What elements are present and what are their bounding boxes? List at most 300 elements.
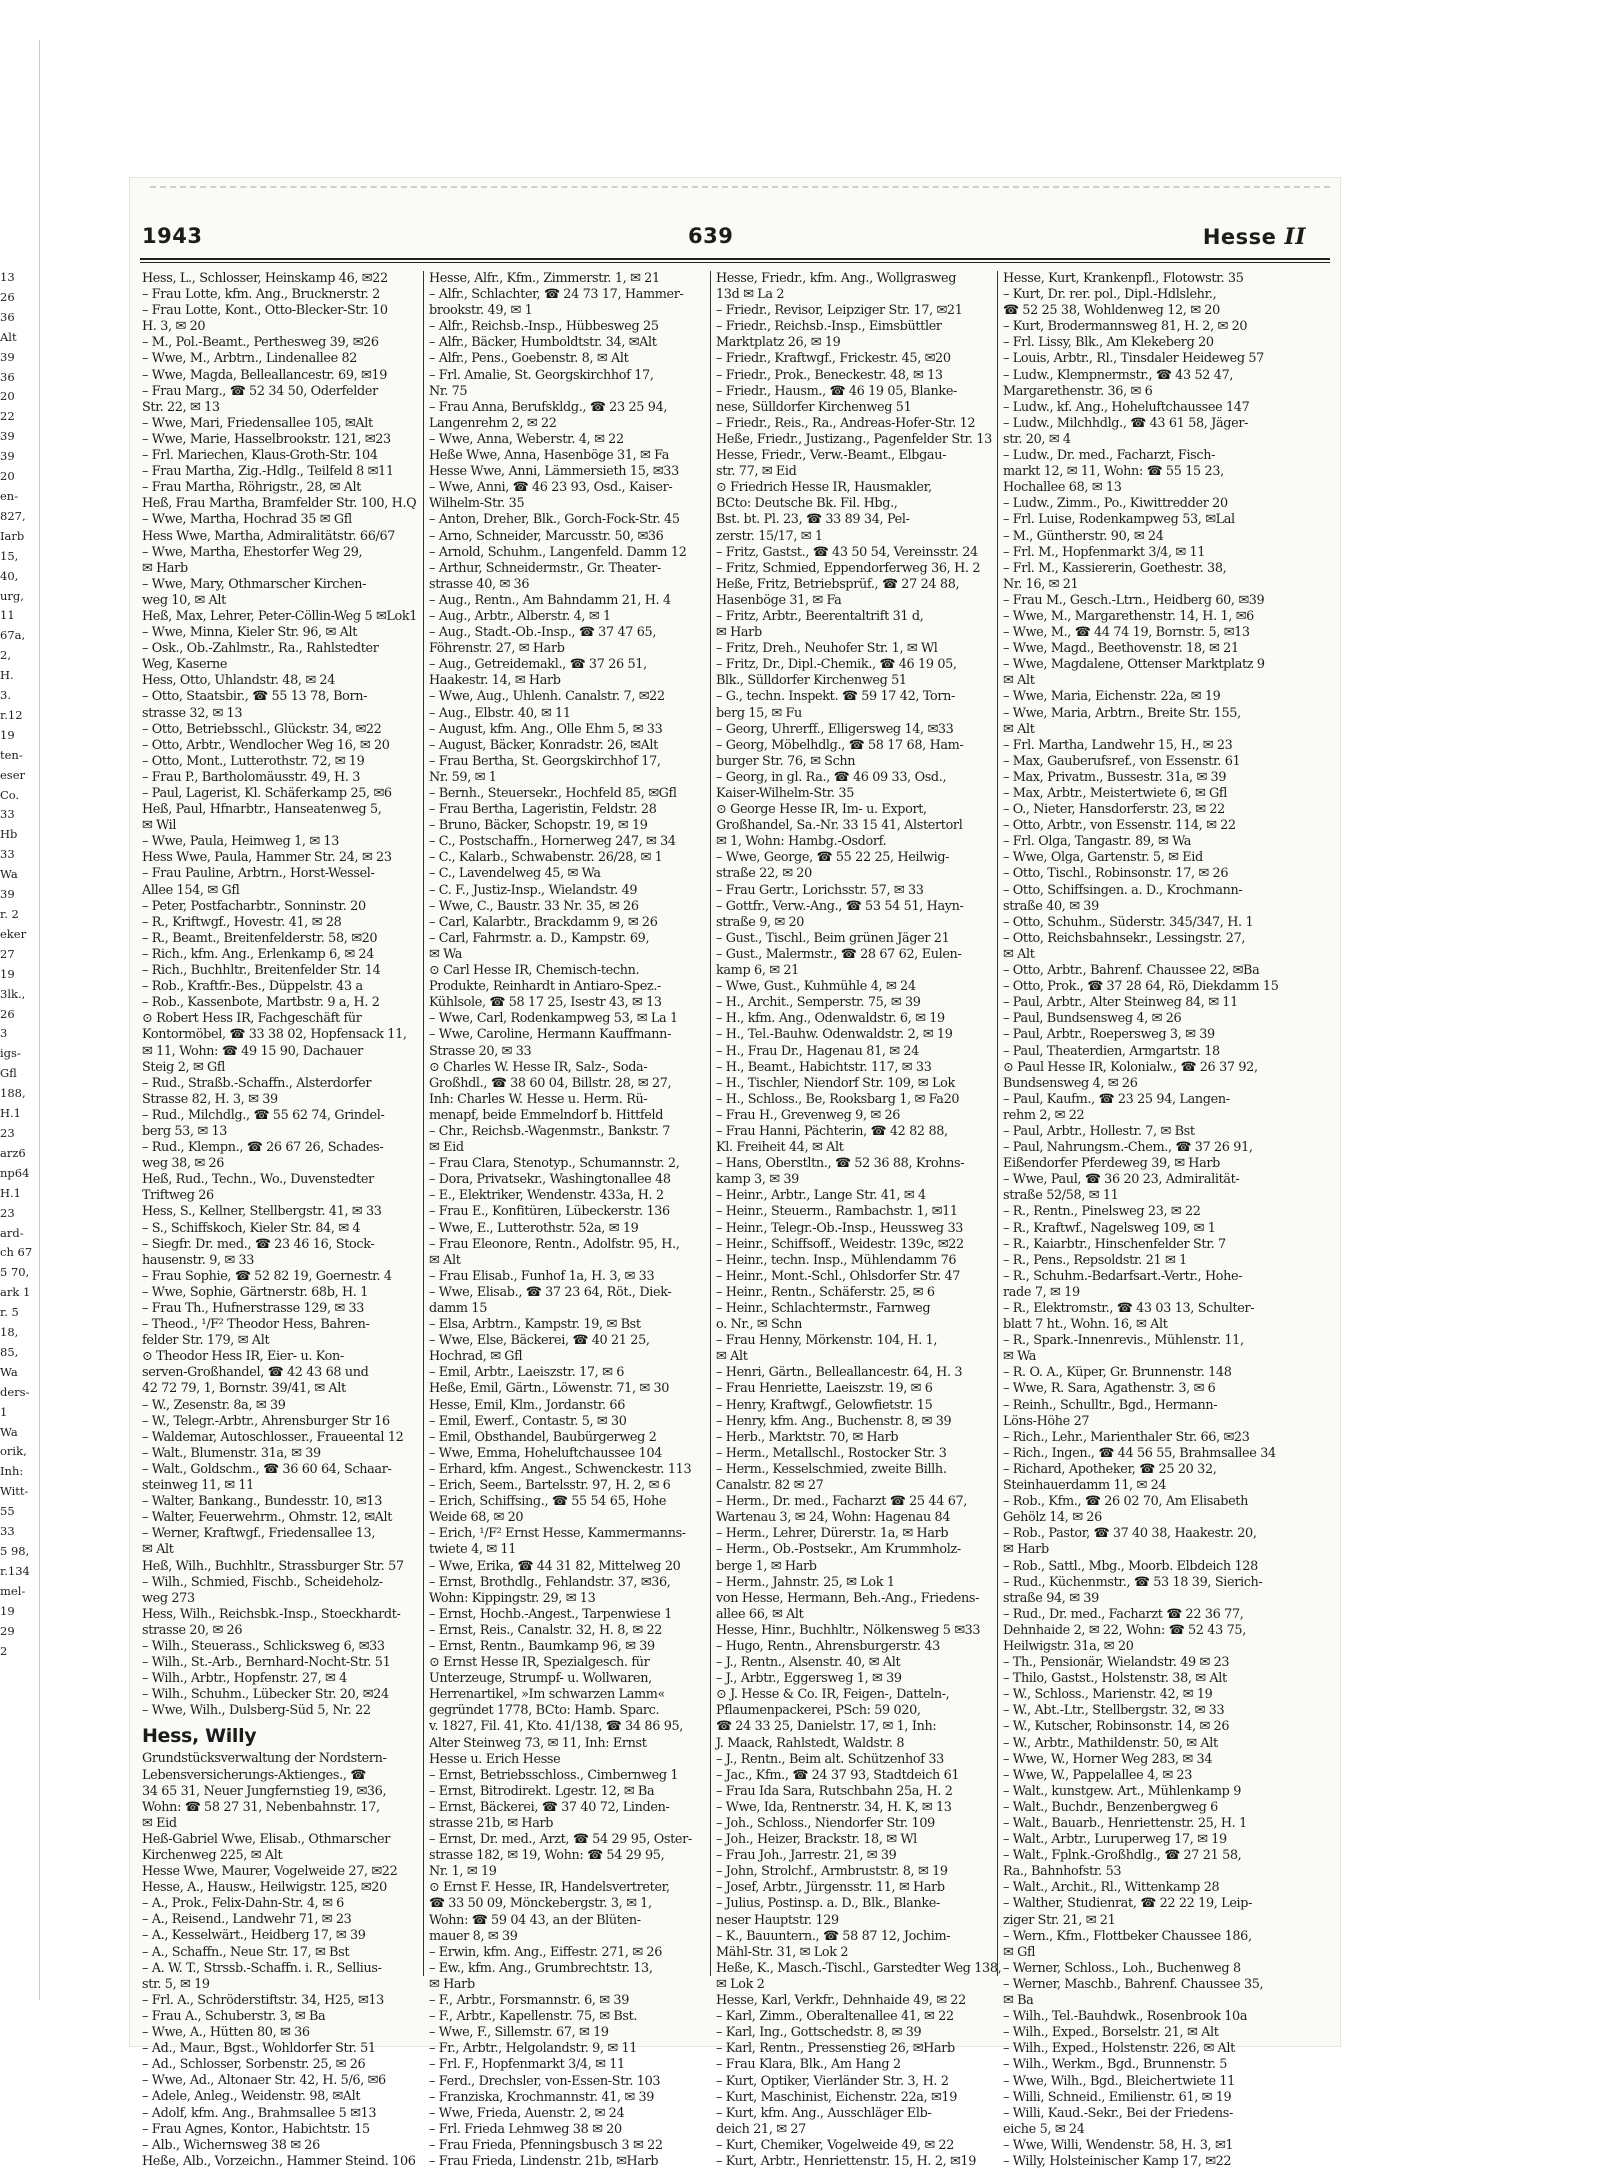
- directory-entry: ⊙ Ernst F. Hesse, IR, Handelsvertreter,: [429, 1880, 670, 1896]
- directory-entry: – Wwe, George, ☎ 55 22 25, Heilwig-: [716, 850, 950, 866]
- directory-entry: – Gust., Malermstr., ☎ 28 67 62, Eulen-: [716, 946, 962, 962]
- margin-fragment: Witt-: [0, 1484, 29, 1499]
- margin-fragment: eser: [0, 767, 26, 782]
- directory-entry: – Theod., ¹/F² Theodor Hess, Bahren-: [142, 1317, 370, 1333]
- directory-entry: – Carl, Fahrmstr. a. D., Kampstr. 69,: [429, 930, 650, 946]
- directory-entry: – Kurt, Optiker, Vierländer Str. 3, H. 2: [716, 2073, 949, 2089]
- directory-entry: Hesse, Alfr., Kfm., Zimmerstr. 1, ✉ 21: [429, 271, 660, 286]
- directory-entry: eiche 5, ✉ 24: [1003, 2121, 1085, 2137]
- directory-entry: Grundstücksverwaltung der Nordstern-: [142, 1751, 387, 1767]
- directory-entry: – Aug., Elbstr. 40, ✉ 11: [429, 705, 571, 721]
- directory-entry: steinweg 11, ✉ 11: [142, 1478, 254, 1494]
- directory-entry: – Heinr., Schiffsoff., Weidestr. 139c, ✉22: [716, 1236, 964, 1252]
- directory-entry: – Aug., Getreidemakl., ☎ 37 26 51,: [429, 657, 647, 673]
- directory-entry: – Wwe, Mary, Othmarscher Kirchen-: [142, 576, 367, 592]
- column-2: [429, 271, 706, 2169]
- margin-fragment: 23: [0, 1205, 15, 1220]
- directory-entry: – Fritz, Dr., Dipl.-Chemik., ☎ 46 19 05,: [716, 657, 957, 673]
- margin-fragment: 39: [0, 449, 15, 464]
- directory-entry: strasse 40, ✉ 36: [429, 576, 530, 592]
- directory-entry: Hochrad, ✉ Gfl: [429, 1349, 523, 1365]
- directory-entry: – Wwe, Anna, Weberstr. 4, ✉ 22: [429, 431, 624, 447]
- directory-entry: – Friedr., Reis., Ra., Andreas-Hofer-Str. 12: [716, 415, 976, 431]
- directory-entry: Heße, Fritz, Betriebsprüf., ☎ 27 24 88,: [716, 576, 960, 592]
- directory-entry: – Reinh., Schulltr., Bgd., Hermann-: [1003, 1397, 1218, 1413]
- directory-entry: – Alfr., Schlachter, ☎ 24 73 17, Hammer-: [429, 287, 684, 303]
- margin-fragment: 2: [0, 1643, 8, 1658]
- directory-entry: – Louis, Arbtr., Rl., Tinsdaler Heideweg 57: [1003, 351, 1264, 367]
- directory-entry: – Rob., Pastor, ☎ 37 40 38, Haakestr. 20,: [1003, 1526, 1257, 1542]
- directory-entry: – Kurt, Maschinist, Eichenstr. 22a, ✉19: [716, 2089, 957, 2105]
- directory-entry: ✉ Alt: [1003, 721, 1035, 737]
- directory-entry: – Adolf, kfm. Ang., Brahmsallee 5 ✉13: [142, 2105, 377, 2121]
- directory-entry: – Max, Arbtr., Meistertwiete 6, ✉ Gfl: [1003, 786, 1228, 801]
- directory-entry: Ra., Bahnhofstr. 53: [1003, 1864, 1122, 1880]
- margin-fragment: H.1: [0, 1185, 22, 1200]
- directory-entry: – Frau Frieda, Lindenstr. 21b, ✉Harb: [429, 2153, 659, 2169]
- directory-entry: – Willy, Holsteinischer Kamp 17, ✉22: [1003, 2153, 1232, 2169]
- margin-fragment: 22: [0, 409, 15, 424]
- directory-entry: – Otto, Mont., Lutterothstr. 72, ✉ 19: [142, 753, 365, 769]
- directory-entry: str. 77, ✉ Eid: [716, 464, 797, 480]
- column-divider: [997, 271, 998, 1976]
- directory-entry: Heße, K., Masch.-Tischl., Garstedter Weg 138,: [716, 1960, 1002, 1976]
- directory-entry: – Wwe, W., Pappelallee 4, ✉ 23: [1003, 1767, 1192, 1783]
- directory-entry: – H., Frau Dr., Hagenau 81, ✉ 24: [716, 1043, 919, 1059]
- directory-entry: Nr. 16, ✉ 21: [1003, 576, 1079, 592]
- directory-entry: ⊙ Ernst Hesse IR, Spezialgesch. für: [429, 1655, 650, 1671]
- directory-entry: – Heinr., Mont.-Schl., Ohlsdorfer Str. 47: [716, 1268, 961, 1284]
- directory-entry: – Henri, Gärtn., Belleallancestr. 64, H. 3: [716, 1365, 963, 1381]
- directory-entry: ✉ Alt: [1003, 673, 1035, 689]
- directory-entry: – Wwe, Minna, Kieler Str. 96, ✉ Alt: [142, 625, 357, 641]
- directory-entry: – H., Archit., Semperstr. 75, ✉ 39: [716, 995, 921, 1011]
- margin-fragment: Inh:: [0, 1464, 24, 1479]
- directory-entry: J. Maack, Rahlstedt, Waldstr. 8: [716, 1735, 905, 1751]
- margin-fragment: Iarb: [0, 528, 25, 543]
- directory-entry: – Herm., Dr. med., Facharzt ☎ 25 44 67,: [716, 1494, 968, 1510]
- directory-entry: von Hesse, Hermann, Beh.-Ang., Friedens-: [716, 1590, 980, 1606]
- directory-entry: – Wwe, C., Baustr. 33 Nr. 35, ✉ 26: [429, 898, 639, 914]
- directory-entry: – Heinr., Rentn., Schäferstr. 25, ✉ 6: [716, 1284, 935, 1300]
- directory-entry: – Frau Martha, Röhrigstr., 28, ✉ Alt: [142, 480, 362, 496]
- directory-entry: nese, Sülldorfer Kirchenweg 51: [716, 399, 912, 415]
- directory-entry: – R. O. A., Küper, Gr. Brunnenstr. 148: [1003, 1365, 1232, 1381]
- directory-entry: – Ernst, Dr. med., Arzt, ☎ 54 29 95, Oster-: [429, 1832, 692, 1848]
- directory-entry: – Fritz, Dreh., Neuhofer Str. 1, ✉ Wl: [716, 641, 938, 657]
- margin-fragment: ch 67: [0, 1245, 33, 1260]
- directory-entry: ✉ Wa: [1003, 1349, 1037, 1365]
- directory-entry: ✉ Harb: [429, 1976, 475, 1992]
- margin-fragment: r. 2: [0, 907, 19, 921]
- directory-entry: – Frau Eleonore, Rentn., Adolfstr. 95, H.,: [429, 1236, 680, 1252]
- directory-entry: – Georg, in gl. Ra., ☎ 46 09 33, Osd.,: [716, 769, 947, 785]
- directory-entry: – Alfr., Pens., Goebenstr. 8, ✉ Alt: [429, 351, 629, 367]
- directory-entry: Heße, Friedr., Justizang., Pagenfelder Str. 13: [716, 431, 992, 447]
- margin-fragment: 5 70,: [0, 1265, 30, 1280]
- directory-entry: – August, kfm. Ang., Olle Ehm 5, ✉ 33: [429, 721, 663, 737]
- directory-entry: – Wwe, W., Horner Weg 283, ✉ 34: [1003, 1751, 1213, 1767]
- directory-entry: Eißendorfer Pferdeweg 39, ✉ Harb: [1003, 1156, 1221, 1172]
- directory-entry: – A., Prok., Felix-Dahn-Str. 4, ✉ 6: [142, 1896, 344, 1912]
- directory-entry: Wohn: ☎ 59 04 43, an der Blüten-: [429, 1912, 641, 1928]
- margin-fragment: 33: [0, 847, 15, 862]
- directory-entry: – Wilh., Tel.-Bauhdwk., Rosenbrook 10a: [1003, 2009, 1248, 2025]
- directory-entry: allee 66, ✉ Alt: [716, 1606, 804, 1622]
- directory-entry: Hasenböge 31, ✉ Fa: [716, 592, 842, 608]
- directory-entry: ✉ Alt: [142, 1542, 174, 1558]
- directory-entry: Hesse, Emil, Klm., Jordanstr. 66: [429, 1397, 626, 1413]
- margin-fragment: 39: [0, 349, 15, 364]
- margin-fragment: 33: [0, 807, 15, 822]
- directory-entry: – Frau Marg., ☎ 52 34 50, Oderfelder: [142, 383, 378, 399]
- page-number: 639: [688, 224, 734, 248]
- directory-entry: Hesse Wwe, Maurer, Vogelweide 27, ✉22: [142, 1864, 398, 1880]
- directory-entry: – Paul, Arbtr., Roepersweg 3, ✉ 39: [1003, 1027, 1215, 1043]
- directory-entry: – Wilh., Arbtr., Hopfenstr. 27, ✉ 4: [142, 1671, 347, 1687]
- margin-fragment: 13: [0, 270, 15, 284]
- margin-fragment: urg,: [0, 588, 24, 603]
- directory-entry: str. 20, ✉ 4: [1003, 431, 1071, 447]
- directory-entry: ⊙ Friedrich Hesse IR, Hausmakler,: [716, 480, 932, 496]
- directory-entry: – Willi, Kaud.-Sekr., Bei der Friedens-: [1003, 2105, 1233, 2121]
- directory-entry: – Friedr., Reichsb.-Insp., Eimsbüttler: [716, 319, 942, 335]
- directory-entry: – A., Reisend., Landwehr 71, ✉ 23: [142, 1912, 352, 1928]
- directory-entry: – Otto, Staatsbir., ☎ 55 13 78, Born-: [142, 689, 368, 705]
- directory-entry: – Frau Joh., Jarrestr. 21, ✉ 39: [716, 1848, 897, 1864]
- directory-entry: – Paul, Arbtr., Hollestr. 7, ✉ Bst: [1003, 1123, 1195, 1139]
- directory-entry: ✉ Harb: [1003, 1542, 1049, 1558]
- directory-entry: – Elsa, Arbtrn., Kampstr. 19, ✉ Bst: [429, 1317, 641, 1333]
- column-divider: [710, 271, 711, 1976]
- directory-entry: – Walt., Blumenstr. 31a, ✉ 39: [142, 1445, 321, 1461]
- directory-entry: ziger Str. 21, ✉ 21: [1003, 1912, 1116, 1928]
- directory-entry: – Wwe, Olga, Gartenstr. 5, ✉ Eid: [1003, 850, 1203, 866]
- directory-entry: – Paul, Kaufm., ☎ 23 25 94, Langen-: [1003, 1091, 1230, 1107]
- margin-fragment: 26: [0, 289, 15, 304]
- directory-entry: menapf, beide Emmelndorf b. Hittfeld: [429, 1107, 664, 1123]
- directory-entry: Kirchenweg 225, ✉ Alt: [142, 1848, 283, 1863]
- directory-entry: str. 5, ✉ 19: [142, 1976, 210, 1992]
- directory-entry: mauer 8, ✉ 39: [429, 1928, 518, 1944]
- directory-entry: – Frau Elisab., Funhof 1a, H. 3, ✉ 33: [429, 1268, 655, 1284]
- directory-entry: berg 15, ✉ Fu: [716, 705, 802, 721]
- directory-entry: Heilwigstr. 31a, ✉ 20: [1003, 1638, 1134, 1654]
- directory-entry: o. Nr., ✉ Schn: [716, 1317, 803, 1333]
- directory-entry: – Rich., Buchhltr., Breitenfelder Str. 14: [142, 963, 381, 979]
- margin-fragment: mel-: [0, 1583, 26, 1598]
- margin-fragment: 827,: [0, 508, 26, 523]
- directory-entry: – Emil, Arbtr., Laeiszstr. 17, ✉ 6: [429, 1365, 624, 1381]
- directory-entry: – Wwe, Ad., Altonaer Str. 42, H. 5/6, ✉6: [142, 2073, 386, 2089]
- directory-entry: – Hugo, Rentn., Ahrensburgerstr. 43: [716, 1638, 940, 1654]
- margin-fragment: 36: [0, 309, 15, 324]
- directory-entry: – Wwe, Elisab., ☎ 37 23 64, Röt., Diek-: [429, 1284, 672, 1300]
- directory-entry: – Frau Agnes, Kontor., Habichtstr. 15: [142, 2121, 370, 2137]
- directory-entry: – H., Tel.-Bauhw. Odenwaldstr. 2, ✉ 19: [716, 1027, 953, 1043]
- directory-entry: – Henry, kfm. Ang., Buchenstr. 8, ✉ 39: [716, 1413, 952, 1429]
- directory-entry: – Walter, Feuerwehrm., Ohmstr. 12, ✉Alt: [142, 1510, 393, 1526]
- directory-entry: – Wwe, Wilh., Dulsberg-Süd 5, Nr. 22: [142, 1703, 371, 1719]
- directory-entry: Hesse, Friedr., kfm. Ang., Wollgrasweg: [716, 271, 957, 286]
- margin-fragment: Gfl: [0, 1066, 17, 1081]
- directory-entry: – Herm., Lehrer, Dürerstr. 1a, ✉ Harb: [716, 1526, 949, 1542]
- margin-fragment: 20: [0, 469, 15, 484]
- directory-entry: Mähl-Str. 31, ✉ Lok 2: [716, 1944, 849, 1960]
- directory-entry: – R., Spark.-Innenrevis., Mühlenstr. 11,: [1003, 1333, 1244, 1349]
- margin-fragment: ders-: [0, 1384, 30, 1399]
- directory-entry: – Franziska, Krochmannstr. 41, ✉ 39: [429, 2089, 655, 2105]
- directory-entry: – Frl. Amalie, St. Georgskirchhof 17,: [429, 367, 654, 383]
- running-head-surname: Hesse: [1202, 225, 1277, 249]
- margin-fragment: np64: [0, 1165, 30, 1180]
- directory-entry: – Frau Anna, Berufskldg., ☎ 23 25 94,: [429, 399, 668, 415]
- directory-entry: – Wwe, Martha, Ehestorfer Weg 29,: [142, 544, 363, 560]
- directory-entry: Alter Steinweg 73, ✉ 11, Inh: Ernst: [429, 1735, 647, 1751]
- margin-fragment: orik,: [0, 1444, 27, 1459]
- directory-entry: – Kurt, Chemiker, Vogelweide 49, ✉ 22: [716, 2137, 955, 2153]
- directory-entry: – G., techn. Inspekt. ☎ 59 17 42, Torn-: [716, 689, 956, 705]
- margin-fragment: eker: [0, 926, 27, 941]
- directory-entry: – Otto, Tischl., Robinsonstr. 17, ✉ 26: [1003, 866, 1229, 882]
- directory-entry: – R., Schuhm.-Bedarfsart.-Vertr., Hohe-: [1003, 1268, 1243, 1284]
- directory-entry: – Frl. M., Hopfenmarkt 3/4, ✉ 11: [1003, 544, 1206, 560]
- directory-entry: – W., Schloss., Marienstr. 42, ✉ 19: [1003, 1687, 1213, 1703]
- directory-entry: – Heinr., Telegr.-Ob.-Insp., Heussweg 33: [716, 1220, 964, 1236]
- directory-entry: Steinhauerdamm 11, ✉ 24: [1003, 1478, 1167, 1494]
- margin-fragment: 55: [0, 1504, 15, 1519]
- directory-entry: – Emil, Obsthandel, Baubürgerweg 2: [429, 1429, 657, 1445]
- directory-entry: – Friedr., Kraftwgf., Frickestr. 45, ✉20: [716, 351, 951, 367]
- directory-entry: – Ludw., Milchhdlg., ☎ 43 61 58, Jäger-: [1003, 415, 1249, 431]
- top-dashed-rule: [150, 186, 1330, 188]
- directory-entry: straße 94, ✉ 39: [1003, 1590, 1099, 1606]
- margin-fragment: 26: [0, 1006, 15, 1021]
- directory-entry: Kühlsole, ☎ 58 17 25, Isestr 43, ✉ 13: [429, 995, 662, 1011]
- directory-entry: – Frau Lotte, kfm. Ang., Brucknerstr. 2: [142, 287, 380, 303]
- directory-entry: strasse 21b, ✉ Harb: [429, 1816, 554, 1831]
- directory-entry: – Fr., Arbtr., Helgolandstr. 9, ✉ 11: [429, 2041, 638, 2057]
- margin-fragment: 29: [0, 1623, 15, 1638]
- directory-entry: – R., Kriftwgf., Hovestr. 41, ✉ 28: [142, 914, 342, 930]
- directory-entry: – Walt., Goldschm., ☎ 36 60 64, Schaar-: [142, 1461, 392, 1477]
- directory-entry: Wilhelm-Str. 35: [429, 496, 525, 512]
- directory-entry: hausenstr. 9, ✉ 33: [142, 1252, 255, 1268]
- directory-entry: – Ernst, Betriebsschloss., Cimbernweg 1: [429, 1767, 679, 1783]
- directory-entry: – Wwe, Ida, Rentnerstr. 34, H. K, ✉ 13: [716, 1799, 952, 1815]
- directory-entry: Heße, Emil, Gärtn., Löwenstr. 71, ✉ 30: [429, 1381, 670, 1397]
- directory-entry: – Werner, Kraftwgf., Friedensallee 13,: [142, 1526, 376, 1542]
- directory-entry: – Friedr., Revisor, Leipziger Str. 17, ✉21: [716, 303, 963, 319]
- directory-entry: Heße Wwe, Anna, Hasenböge 31, ✉ Fa: [429, 448, 670, 464]
- directory-entry: – Otto, Arbtr., Bahrenf. Chaussee 22, ✉Ba: [1003, 963, 1260, 979]
- directory-entry: – W., Kutscher, Robinsonstr. 14, ✉ 26: [1003, 1719, 1230, 1735]
- directory-entry: – H., Schloss., Be, Rooksbarg 1, ✉ Fa20: [716, 1091, 960, 1107]
- directory-entry: – Frau Klara, Blk., Am Hang 2: [716, 2057, 901, 2073]
- directory-entry: – Arthur, Schneidermstr., Gr. Theater-: [429, 560, 661, 576]
- directory-entry: 13d ✉ La 2: [716, 287, 785, 303]
- directory-entry: – Wwe, Magdalene, Ottenser Marktplatz 9: [1003, 657, 1265, 673]
- directory-entry: – R., Kraftwf., Nagelsweg 109, ✉ 1: [1003, 1220, 1216, 1236]
- margin-fragment: H.1: [0, 1106, 22, 1121]
- directory-entry: Gehölz 14, ✉ 26: [1003, 1510, 1102, 1526]
- directory-entry: – Wwe, Paul, ☎ 36 20 23, Admiralität-: [1003, 1172, 1240, 1188]
- directory-entry: Pflaumenpackerei, PSch: 59 020,: [716, 1703, 921, 1719]
- directory-entry: Bundsensweg 4, ✉ 26: [1003, 1075, 1138, 1091]
- margin-fragment: 39: [0, 887, 15, 902]
- directory-entry: – Rud., Küchenmstr., ☎ 53 18 39, Sierich-: [1003, 1574, 1263, 1590]
- directory-entry: ☎ 52 25 38, Wohldenweg 12, ✉ 20: [1003, 303, 1220, 319]
- directory-entry: – Wwe, Carl, Rodenkampweg 53, ✉ La 1: [429, 1011, 678, 1027]
- directory-entry: Hess, Otto, Uhlandstr. 48, ✉ 24: [142, 673, 336, 689]
- directory-entry: – Herb., Marktstr. 70, ✉ Harb: [716, 1429, 899, 1445]
- directory-entry: – Wilh., Steuerass., Schlicksweg 6, ✉33: [142, 1638, 385, 1654]
- directory-entry: – Rob., Kraftfr.-Bes., Düppelstr. 43 a: [142, 979, 363, 995]
- directory-entry: – Hans, Oberstltn., ☎ 52 36 88, Krohns-: [716, 1156, 965, 1172]
- directory-entry: – Frau Clara, Stenotyp., Schumannstr. 2,: [429, 1156, 680, 1172]
- margin-fragment: 188,: [0, 1086, 26, 1101]
- directory-entry: – Wwe, M., Margarethenstr. 14, H. 1, ✉6: [1003, 608, 1254, 624]
- directory-entry: – Aug., Stadt.-Ob.-Insp., ☎ 37 47 65,: [429, 625, 657, 641]
- directory-entry: – Wwe, Magda, Belleallancestr. 69, ✉19: [142, 367, 388, 383]
- directory-entry: Hesse, Karl, Verkfr., Dehnhaide 49, ✉ 22: [716, 1993, 966, 2009]
- directory-entry: straße 52/58, ✉ 11: [1003, 1188, 1119, 1204]
- margin-fragment: Alt: [0, 329, 17, 344]
- directory-entry: – C., Postschaffn., Hornerweg 247, ✉ 34: [429, 834, 676, 850]
- margin-fragment: 15,: [0, 548, 19, 563]
- directory-entry: – Erich, ¹/F² Ernst Hesse, Kammermanns-: [429, 1526, 686, 1542]
- directory-entry: – Rud., Straßb.-Schaffn., Alsterdorfer: [142, 1075, 372, 1091]
- directory-entry: – Wilh., Schuhm., Lübecker Str. 20, ✉24: [142, 1687, 389, 1703]
- directory-entry: Canalstr. 82 ✉ 27: [716, 1478, 824, 1494]
- directory-entry: – Joh., Schloss., Niendorfer Str. 109: [716, 1816, 935, 1831]
- margin-fragment: 27: [0, 946, 15, 961]
- directory-entry: Kaiser-Wilhelm-Str. 35: [716, 786, 854, 801]
- directory-entry: ⊙ Theodor Hess IR, Eier- u. Kon-: [142, 1349, 344, 1365]
- directory-entry: – Aug., Arbtr., Alberstr. 4, ✉ 1: [429, 608, 611, 624]
- directory-entry: – Ew., kfm. Ang., Grumbrechtstr. 13,: [429, 1960, 653, 1976]
- directory-entry: – W., Abt.-Ltr., Stellbergstr. 32, ✉ 33: [1003, 1703, 1225, 1719]
- directory-entry: – Wwe, Marie, Hasselbrookstr. 121, ✉23: [142, 431, 391, 447]
- directory-entry: Weide 68, ✉ 20: [429, 1510, 524, 1526]
- margin-fragment: 5 98,: [0, 1544, 30, 1558]
- directory-entry: felder Str. 179, ✉ Alt: [142, 1333, 270, 1349]
- directory-entry: – Frau Sophie, ☎ 52 82 19, Goernestr. 4: [142, 1268, 392, 1284]
- directory-entry: – A., Schaffn., Neue Str. 17, ✉ Bst: [142, 1944, 350, 1960]
- directory-entry: – Max, Gauberufsref., von Essenstr. 61: [1003, 753, 1241, 769]
- margin-fragment: 2,: [0, 648, 11, 663]
- directory-entry: – Heinr., Steuerm., Rambachstr. 1, ✉11: [716, 1204, 958, 1220]
- directory-entry: Nr. 75: [429, 383, 468, 399]
- directory-entry: ⊙ Carl Hesse IR, Chemisch-techn.: [429, 963, 640, 979]
- directory-entry: – H., kfm. Ang., Odenwaldstr. 6, ✉ 19: [716, 1011, 945, 1027]
- directory-entry: serven-Großhandel, ☎ 42 43 68 und: [142, 1365, 369, 1381]
- directory-entry: Triftweg 26: [142, 1188, 214, 1204]
- directory-entry: – Thilo, Gastst., Holstenstr. 38, ✉ Alt: [1003, 1671, 1227, 1687]
- directory-entry: – Frau Th., Hufnerstrasse 129, ✉ 33: [142, 1301, 365, 1316]
- directory-entry: – E., Elektriker, Wendenstr. 433a, H. 2: [429, 1188, 664, 1204]
- directory-entry: – Wwe, Paula, Heimweg 1, ✉ 13: [142, 834, 339, 850]
- margin-fragment: 19: [0, 966, 15, 981]
- directory-entry: – H., Beamt., Habichtstr. 117, ✉ 33: [716, 1059, 932, 1075]
- directory-entry: – Frau M., Gesch.-Ltrn., Heidberg 60, ✉39: [1003, 592, 1265, 608]
- directory-entry: – Erich, Seem., Bartelsstr. 97, H. 2, ✉ 6: [429, 1478, 671, 1494]
- directory-entry: ⊙ George Hesse IR, Im- u. Export,: [716, 802, 927, 818]
- margin-fragment: 18,: [0, 1325, 19, 1340]
- directory-entry: – Walt., Buchdr., Benzenbergweg 6: [1003, 1799, 1218, 1815]
- directory-entry: – Ludw., Dr. med., Facharzt, Fisch-: [1003, 448, 1216, 464]
- directory-entry: – Wwe, Sophie, Gärtnerstr. 68b, H. 1: [142, 1284, 369, 1300]
- directory-entry: – F., Arbtr., Forsmannstr. 6, ✉ 39: [429, 1993, 629, 2009]
- directory-entry: rade 7, ✉ 19: [1003, 1284, 1080, 1300]
- directory-entry: straße 9, ✉ 20: [716, 914, 805, 930]
- directory-entry: – Gust., Tischl., Beim grünen Jäger 21: [716, 930, 950, 946]
- directory-entry: – Rud., Klempn., ☎ 26 67 26, Schades-: [142, 1140, 384, 1156]
- directory-entry: – Bernh., Steuersekr., Hochfeld 85, ✉Gfl: [429, 786, 677, 801]
- directory-entry: – Georg, Uhrerff., Elligersweg 14, ✉33: [716, 721, 954, 737]
- directory-entry: – Erhard, kfm. Angest., Schwenckestr. 113: [429, 1461, 692, 1477]
- margin-fragment: 36: [0, 369, 15, 384]
- directory-entry: – Friedr., Prok., Beneckestr. 48, ✉ 13: [716, 367, 943, 383]
- directory-entry: ✉ Eid: [142, 1815, 177, 1831]
- directory-entry: – Walter, Bankang., Bundesstr. 10, ✉13: [142, 1494, 382, 1510]
- directory-entry: Wohn: Kippingstr. 29, ✉ 13: [429, 1590, 596, 1606]
- directory-entry: Herrenartikel, »Im schwarzen Lamm«: [429, 1687, 666, 1703]
- margin-fragment: 3.: [0, 688, 11, 703]
- directory-entry: – Wwe, M., Arbtrn., Lindenallee 82: [142, 351, 358, 367]
- directory-entry: weg 273: [142, 1590, 195, 1606]
- directory-entry: – Paul, Theaterdien, Armgartstr. 18: [1003, 1043, 1220, 1059]
- directory-entry: ✉ Ba: [1003, 1993, 1034, 2009]
- directory-entry: ⊙ Robert Hess IR, Fachgeschäft für: [142, 1011, 362, 1027]
- directory-entry: – J., Arbtr., Eggersweg 1, ✉ 39: [716, 1671, 902, 1687]
- directory-entry: – Wilh., St.-Arb., Bernhard-Nocht-Str. 51: [142, 1655, 391, 1671]
- directory-entry: – Rob., Kassenbote, Martbstr. 9 a, H. 2: [142, 995, 380, 1011]
- directory-entry: Hess, Wilh., Reichsbk.-Insp., Stoeckhardt-: [142, 1606, 401, 1622]
- directory-entry: – Wilh., Werkm., Bgd., Brunnenstr. 5: [1003, 2057, 1228, 2073]
- directory-entry: – Wilh., Schmied, Fischb., Scheideholz-: [142, 1574, 383, 1590]
- directory-entry: Hess, S., Kellner, Stellbergstr. 41, ✉ 33: [142, 1204, 382, 1220]
- directory-entry: – Ernst, Rentn., Baumkamp 96, ✉ 39: [429, 1638, 655, 1654]
- column-4: [1003, 271, 1280, 2169]
- directory-entry: weg 10, ✉ Alt: [142, 592, 226, 608]
- directory-entry: Hesse, Friedr., Verw.-Beamt., Elbgau-: [716, 448, 947, 464]
- directory-entry: – O., Nieter, Hansdorferstr. 23, ✉ 22: [1003, 802, 1225, 818]
- directory-entry: strasse 182, ✉ 19, Wohn: ☎ 54 29 95,: [429, 1848, 665, 1864]
- directory-entry: – Wwe, M., ☎ 44 74 19, Bornstr. 5, ✉13: [1003, 625, 1250, 641]
- margin-fragment: 39: [0, 429, 15, 444]
- directory-entry: – Wern., Kfm., Flottbeker Chaussee 186,: [1003, 1928, 1252, 1944]
- directory-entry: – Frau Frieda, Pfenningsbusch 3 ✉ 22: [429, 2137, 663, 2153]
- page-header: [140, 218, 1330, 258]
- directory-entry: – Wwe, F., Sillemstr. 67, ✉ 19: [429, 2025, 609, 2041]
- directory-entry: – W., Arbtr., Mathildenstr. 50, ✉ Alt: [1003, 1735, 1218, 1751]
- directory-entry: burger Str. 76, ✉ Schn: [716, 753, 856, 769]
- margin-fragment: r.134: [0, 1563, 30, 1578]
- directory-entry: – Herm., Metallschl., Rostocker Str. 3: [716, 1445, 947, 1461]
- directory-entry: – Rob., Kfm., ☎ 26 02 70, Am Elisabeth: [1003, 1494, 1248, 1510]
- directory-entry: – Waldemar, Autoschlosser., Fraueental 12: [142, 1429, 404, 1445]
- year: 1943: [142, 224, 203, 248]
- margin-fragment: en-: [0, 488, 19, 503]
- column-3: [716, 271, 1002, 2169]
- directory-entry: – Wwe, Else, Bäckerei, ☎ 40 21 25,: [429, 1333, 650, 1349]
- directory-entry: – Frau Hanni, Pächterin, ☎ 42 82 88,: [716, 1123, 948, 1139]
- directory-entry: – Alfr., Bäcker, Humboldtstr. 34, ✉Alt: [429, 335, 657, 351]
- directory-entry: – Ad., Maur., Bgst., Wohldorfer Str. 51: [142, 2041, 376, 2057]
- directory-entry: – Josef, Arbtr., Jürgensstr. 11, ✉ Harb: [716, 1880, 945, 1896]
- directory-entry: – Otto, Prok., ☎ 37 28 64, Rö, Diekdamm 15: [1003, 979, 1279, 995]
